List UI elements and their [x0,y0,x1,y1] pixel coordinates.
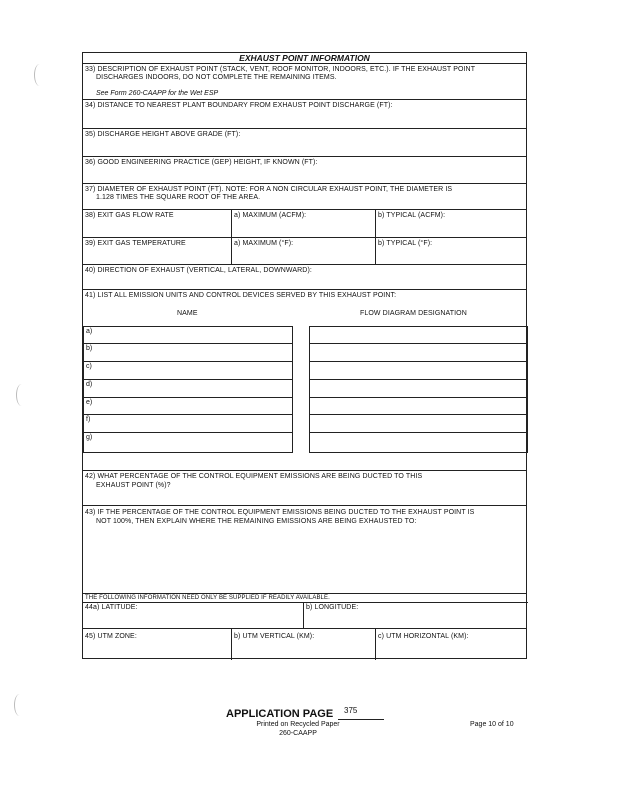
q42-line1: 42) WHAT PERCENTAGE OF THE CONTROL EQUIPMENT EMISSIONS ARE BEING DUCTED TO THIS [85,473,423,480]
q38-row [83,209,526,237]
q41-row-b: b) [86,345,93,352]
section-title: EXHAUST POINT INFORMATION [239,53,370,63]
q44b-label: b) LONGITUDE: [306,604,359,611]
q43-line2: NOT 100%, THEN EXPLAIN WHERE THE REMAINING EMISSIONS ARE BEING EXHAUSTED TO: [96,518,417,525]
q37-line2: 1.128 TIMES THE SQUARE ROOT OF THE AREA. [96,194,261,201]
q41-col-flow: FLOW DIAGRAM DESIGNATION [360,310,467,317]
q43-line1: 43) IF THE PERCENTAGE OF THE CONTROL EQUIPMENT EMISSIONS BEING DUCTED TO THE EXHAUST POINT IS [85,509,475,516]
q45b-label: b) UTM VERTICAL (KM): [234,633,315,640]
q41-label: 41) LIST ALL EMISSION UNITS AND CONTROL DEVICES SERVED BY THIS EXHAUST POINT: [85,292,397,299]
page-number-underline [338,719,384,720]
q34-row [83,99,526,128]
q40-label: 40) DIRECTION OF EXHAUST (VERTICAL, LATERAL, DOWNWARD): [85,267,312,274]
q42-line2: EXHAUST POINT (%)? [96,482,171,489]
q41-col-name: NAME [177,310,198,317]
q42-row [83,470,526,505]
q41-row-d: d) [86,381,93,388]
q35-label: 35) DISCHARGE HEIGHT ABOVE GRADE (FT): [85,131,241,138]
q41-row-g: g) [86,434,93,441]
application-page-number: 375 [344,706,358,715]
q41-name-table [83,326,293,453]
q34-label: 34) DISTANCE TO NEAREST PLANT BOUNDARY FROM EXHAUST POINT DISCHARGE (FT): [85,102,393,109]
hole-punch-mark [34,64,45,86]
q41-row-c: c) [86,363,92,370]
q37-row [83,183,526,209]
optional-section [83,593,526,628]
q36-label: 36) GOOD ENGINEERING PRACTICE (GEP) HEIGHT, IF KNOWN (FT): [85,159,318,166]
q33-answer[interactable]: See Form 260-CAAPP for the Wet ESP [96,90,219,97]
q33-line2: DISCHARGES INDOORS, DO NOT COMPLETE THE REMAINING ITEMS. [96,74,337,81]
q36-row [83,156,526,183]
optional-note: THE FOLLOWING INFORMATION NEED ONLY BE SUPPLIED IF READILY AVAILABLE. [85,595,330,601]
q39-row [83,237,526,264]
q43-row [83,505,526,581]
q41-row-e: e) [86,399,93,406]
q33-row [83,63,526,99]
q38-label: 38) EXIT GAS FLOW RATE [85,212,174,219]
hole-punch-mark [14,694,25,716]
hole-punch-mark [16,384,27,406]
q41-row-f: f) [86,416,91,423]
q45a-label: 45) UTM ZONE: [85,633,137,640]
q41-flow-table [309,326,528,453]
q33-line1: 33) DESCRIPTION OF EXHAUST POINT (STACK, VENT, ROOF MONITOR, INDOORS, ETC.). IF THE EXHAUST POINT [85,66,476,73]
q38b-label: b) TYPICAL (ACFM): [378,212,446,219]
q40-row [83,264,526,289]
page-of: Page 10 of 10 [470,721,514,728]
q44a-label: 44a) LATITUDE: [85,604,138,611]
q41-row [83,289,526,470]
q39b-label: b) TYPICAL (°F): [378,240,433,247]
exhaust-point-form [82,52,527,659]
form-id: 260-CAAPP [279,730,317,737]
q39a-label: a) MAXIMUM (°F): [234,240,294,247]
q45c-label: c) UTM HORIZONTAL (KM): [378,633,469,640]
recycled-paper-note: Printed on Recycled Paper [256,721,340,728]
q38a-label: a) MAXIMUM (ACFM): [234,212,307,219]
q41-row-a: a) [86,328,93,335]
q39-label: 39) EXIT GAS TEMPERATURE [85,240,186,247]
q37-line1: 37) DIAMETER OF EXHAUST POINT (FT). NOTE: FOR A NON CIRCULAR EXHAUST POINT, THE DIAMETER IS [85,186,453,193]
q45-row [83,628,526,659]
application-page-title: APPLICATION PAGE [226,708,334,720]
q35-row [83,128,526,156]
